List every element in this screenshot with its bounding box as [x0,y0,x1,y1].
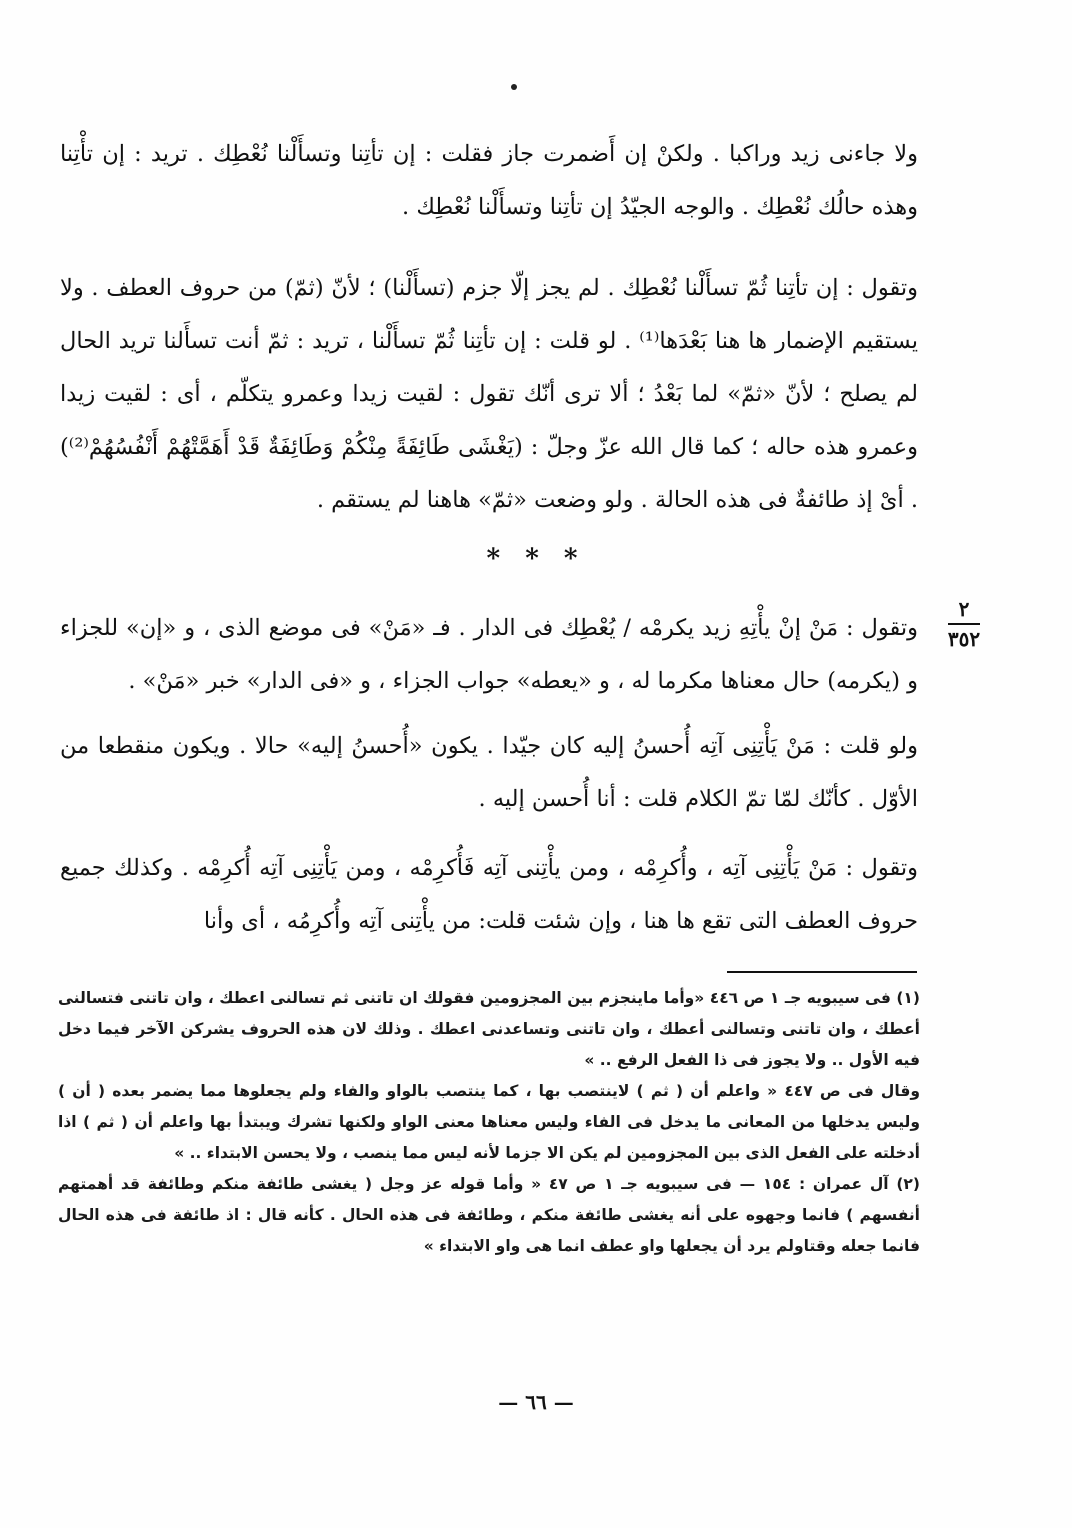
margin-page-reference [940,597,988,651]
footnotes [58,983,920,1262]
margin-ref-volume: ٢ [948,597,980,625]
paragraph-1: ولا جاءنى زيد وراكبا . ولكنْ إن أَضمرت جاز فقلت : إن تأتِنا وتسأَلْنا نُعْطِك . تريد : إن تأْتِنا وهذه حالُك نُعْطِك . والوجه الجيّدُ إن تأتِنا وتسأَلْنا نُعْطِك . [60,141,918,220]
paragraph-3: وتقول : مَنْ إنْ يأْتِهِ زيد يكرمْه / يُعْطِك فى الدار . فـ «مَنْ» فى موضع الذى ، و «إن» للجزاء و (يكرمه) حال معناها مكرما له ، و «يعطه» جواب الجزاء ، و «فى الدار» خبر «مَنْ» . [60,615,918,694]
paragraph-2: وتقول : إن تأتِنا ثُمّ تسأَلْنا نُعْطِك . لم يجز إلّا جزم (تسأَلْنا) ؛ لأنّ (ثمّ) من حروف العطف . ولا يستقيم الإضمار ها هنا بَعْدَها⁽¹⁾ . لو قلت : إن تأتِنا ثُمّ تسأَلْنا ، تريد : ثمّ أنت تسأَلنا تريد الحال لم يصلح ؛ لأنّ «ثمّ» لما بَعْدُ ؛ ألا ترى أنّك تقول : لقيت زيدا وعمرو يتكلّم ، أى : لقيت زيدا وعمرو هذه حاله ؛ كما قال الله عزّ وجلّ : (يَغْشَى طَائِفَةً مِنْكُمْ وَطَائِفَةٌ قَدْ أَهَمَّتْهُمْ أَنْفُسُهُمْ⁽²⁾) . أىْ إذ طائفةٌ فى هذه الحالة . ولو وضعت «ثمّ» هاهنا لم يستقم . [60,275,918,513]
margin-ref-page: ٣٥٢ [947,627,981,651]
paragraph-5: وتقول : مَنْ يَأْتِنِى آتِه ، وأُكرِمْه ، ومن يأْتِنى آتِه فَأُكرِمْه ، ومن يَأْتِنِى آتِه أُكرِمْه . وكذلك جميع حروف العطف التى تقع ها هنا ، وإن شئت قلت: من يأْتِنى آتِه وأُكرِمُه ، أى وأنا [60,855,918,934]
section-separator: * * * [486,544,586,574]
footnote-1-continued: وقال فى ص ٤٤٧ « واعلم أن ( ثم ) لاينتصب بها ، كما ينتصب بالواو والفاء ولم يجعلوها مما يضمر بعده ( أن ) وليس يدخلها من المعانى ما يدخل فى الفاء وليس معناها معنى الواو ولكنها تشرك ويبتدأ بها واعلم أن ( ثم ) اذا أدخلته على الفعل الذى بين المجزومين لم يكن الا جزما لأنه ليس مما ينصب ، ولا يحسن الابتداء .. » [58,1082,920,1162]
top-dot-mark [511,84,517,90]
page-number: — ٦٦ — [498,1390,574,1414]
footnote-2: (٢) آل عمران : ١٥٤ — فى سيبويه جـ ١ ص ٤٧ « وأما قوله عز وجل ( يغشى طائفة منكم وطائفة قد أهمتهم أنفسهم ) فانما وجهوه على أنه يغشى طائفة منكم ، وطائفة فى هذه الحال . كأنه قال : اذ طائفة فى هذه الحال فانما جعله وقتاولم يرد أن يجعلها واو عطف انما هى واو الابتداء » [58,1175,920,1255]
paragraph-4: ولو قلت : مَنْ يَأْتِنِى آتِه أُحسنُ إليه كان جيّدا . يكون «أُحسنُ إليه» حالا . ويكون منقطعا من الأوّل . كأنّك لمّا تمّ الكلام قلت : أنا أُحسن إليه . [60,733,918,812]
footnote-1: (١) فى سيبويه جـ ١ ص ٤٤٦ «وأما ماينجزم بين المجزومين فقولك ان تاتنى ثم تسالنى اعطك ، وان تاتنى فتسالنى أعطك ، وان تاتنى وتسالنى أعطك ، وان تاتنى وتساعدنى اعطك . وذلك لان هذه الحروف يشركن الآخر فيما دخل فيه الأول .. ولا يجوز فى ذا الفعل الرفع .. » [58,989,920,1069]
footnote-divider [727,971,917,973]
